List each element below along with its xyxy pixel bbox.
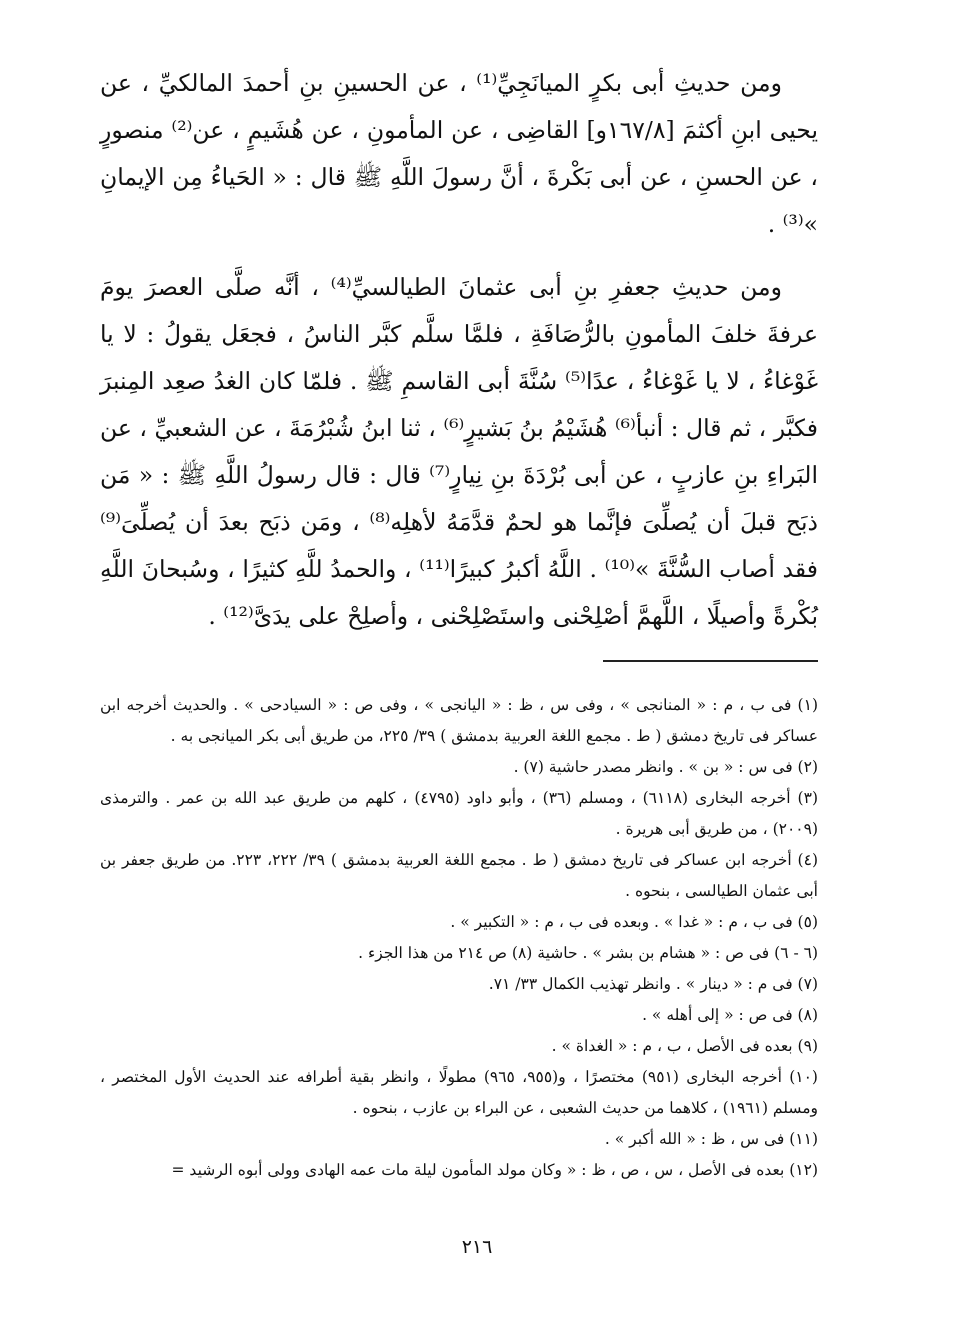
footnote-9: (٩) بعده فى الأصل ، ب ، م : « الغداة » .: [551, 1037, 818, 1055]
footnote-12: (١٢) بعده فى الأصل ، س ، ص ، ظ : « وكان مولد المأمون ليلة مات عمه الهادى وولى أبوه الرشيد =: [171, 1161, 818, 1179]
footnote-1: (١) فى ب ، م : « المنانجى » ، وفى س ، ظ : « اليانجى » ، وفى ص : « السيادحى » . والحديث أخرجه ابن عساكر فى تاريخ دمشق ( ط . مجمع اللغة العربية بدمشق ) ٣٩/ ٢٢٥، من طريق أبى بكر الميانجى به .: [100, 696, 818, 745]
footnote-4: (٤) أخرجه ابن عساكر فى تاريخ دمشق ( ط . مجمع اللغة العربية بدمشق ) ٣٩/ ٢٢٢، ٢٢٣. من طريق جعفر بن أبى عثمان الطيالسى ، بنحوه .: [100, 851, 818, 900]
footnote-7: (٧) فى م : « دينار » . وانظر تهذيب الكمال ٣٣/ ٧١.: [488, 975, 818, 993]
footnote-11: (١١) فى س ، ظ : « الله أكبر » .: [604, 1130, 818, 1148]
page-number: ٢١٦: [461, 1236, 493, 1258]
footnote-divider: [603, 660, 818, 662]
footnote-5: (٥) فى ب ، م : « غدا » . وبعده فى ب ، م : « التكبير » .: [450, 913, 818, 931]
footnote-2: (٢) فى س : « بن » . وانظر مصدر حاشية (٧) .: [513, 758, 818, 776]
paragraph-2: ومن حديثِ جعفرِ بنِ أبى عثمانَ الطيالسيِّ⁽⁴⁾ ، أنَّه صلَّى العصرَ يومَ عرفةَ خلفَ المأمونِ بالرُّصَافَةِ ، فلمَّا سلَّم كبَّر الناسُ ، فجعَل يقولُ : لا يا غَوْغاءُ ، لا يا غَوْغاءُ ، عدًا⁽⁵⁾ سُنَّةَ أبى القاسمِ ﷺ . فلمّا كان الغدُ صعِد المِنبرَ فكبَّر ، ثم قال : أنبأ⁽⁶⁾ هُشَيْمُ بنُ بَشيرٍ⁽⁶⁾ ، ثنا ابنُ شُبْرُمَةَ ، عن الشعبيِّ ، عن البَراءِ بنِ عازبٍ ، عن أبى بُرْدَةَ بنِ نِيارٍ⁽⁷⁾ قال : قال رسولُ اللَّهِ ﷺ : « مَن ذبَح قبلَ أن يُصلِّىَ فإنَّما هو لحمٌ قدَّمَهُ لأهلِه⁽⁸⁾ ، ومَن ذبَح بعدَ أن يُصلِّىَ⁽⁹⁾ فقد أصاب السُّنَّةَ »⁽¹⁰⁾ . اللَّهُ أكبرُ كبيرًا⁽¹¹⁾ ، والحمدُ للَّهِ كثيرًا ، وسُبحانَ اللَّهِ بُكْرةً وأصيلًا ، اللَّهمَّ أصْلِحْنى واستَصْلِحْنى ، وأصلِحْ على يدَىَّ⁽¹²⁾ .: [100, 273, 819, 630]
footnote-6: (٦ - ٦) فى ص : « هشام بن بشر » . حاشية (٨) ص ٢١٤ من هذا الجزء .: [358, 944, 818, 962]
footnotes: [100, 690, 818, 1186]
page-content: [100, 60, 818, 1186]
footnote-10: (١٠) أخرجه البخارى (٩٥١) مختصرًا ، و(٩٥٥، ٩٦٥) مطولًا ، وانظر بقية أطرافه عند الحديث الأول المختصر ، ومسلم (١٩٦١) ، كلاهما من حديث الشعبى ، عن البراء بن عازب ، بنحوه .: [100, 1068, 818, 1117]
paragraph-1: ومن حديثِ أبى بكرٍ الميانَجِيِّ⁽¹⁾ ، عن الحسينِ بنِ أحمدَ المالكيِّ ، عن يحيى ابنِ أكثمَ [١٦٧/٨و] القاضِى ، عن المأمونِ ، عن هُشَيمٍ ، عن⁽²⁾ منصورٍ ، عن الحسنِ ، عن أبى بَكْرةَ ، أنَّ رسولَ اللَّهِ ﷺ قال : « الحَياءُ مِن الإيمانِ »⁽³⁾ .: [100, 69, 819, 238]
main-text: [100, 60, 818, 640]
footnote-3: (٣) أخرجه البخارى (٦١١٨) ، ومسلم (٣٦) ، وأبو داود (٤٧٩٥) ، كلهم من طريق عبد الله بن عمر . والترمذى (٢٠٠٩) ، من طريق أبى هريرة .: [100, 789, 818, 838]
footnote-8: (٨) فى ص : « إلى أهله » .: [642, 1006, 818, 1024]
